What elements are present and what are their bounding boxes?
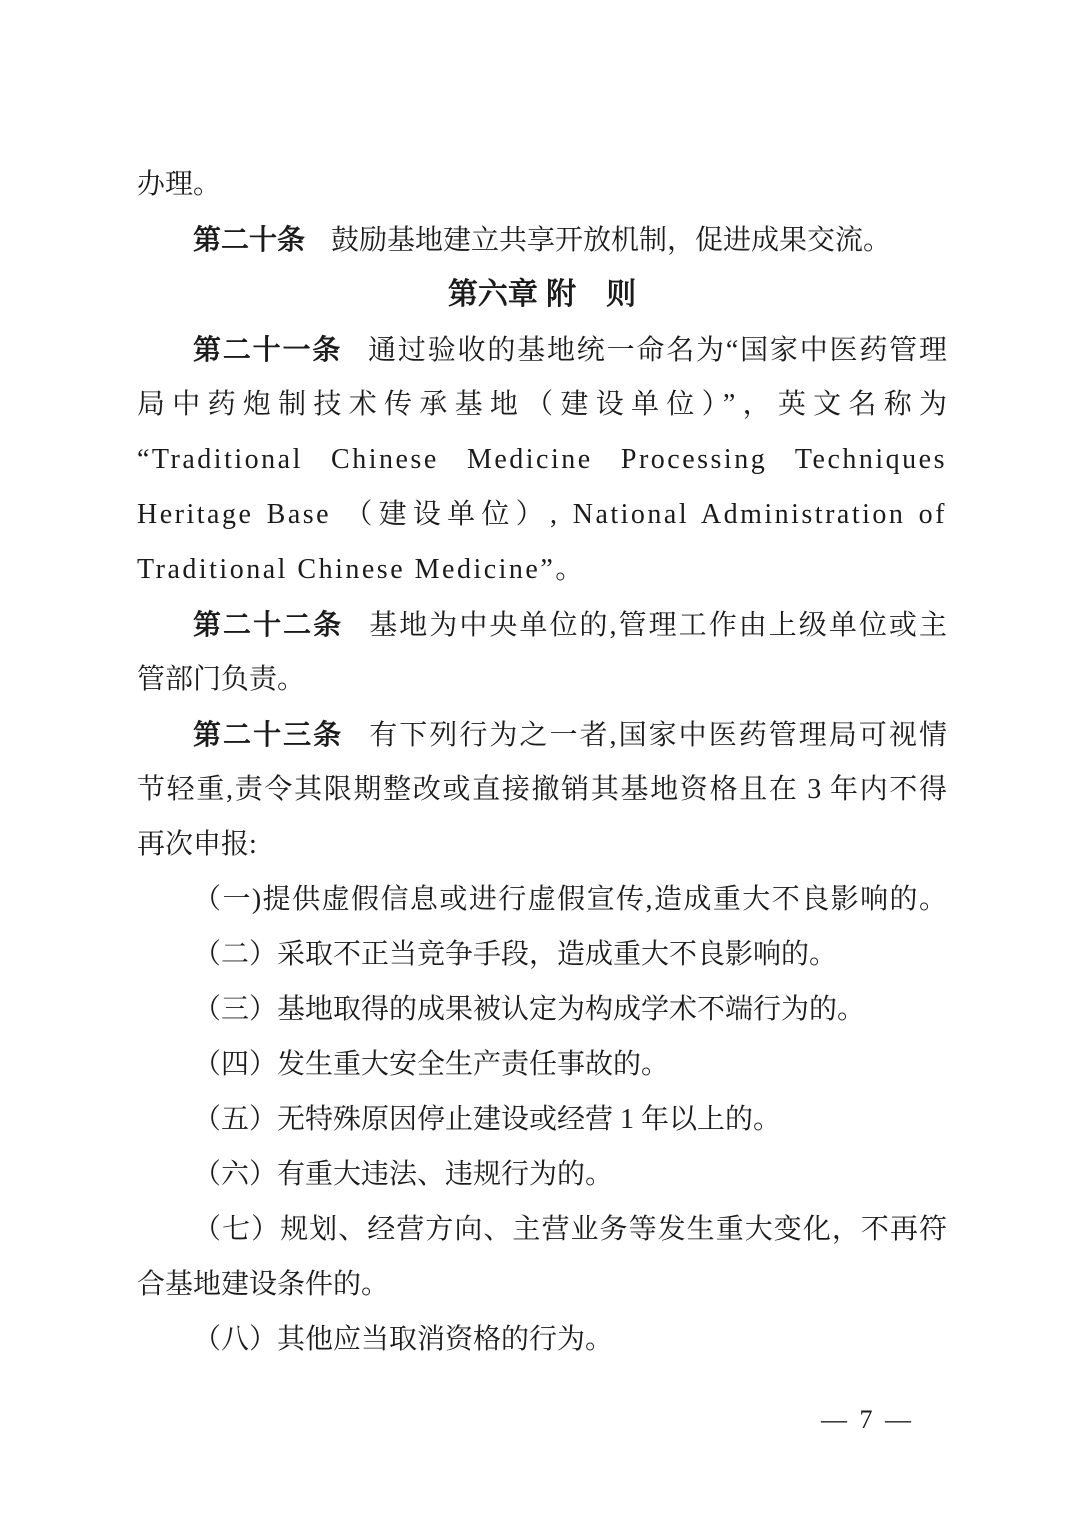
article-22-line-2: 管部门负责。 bbox=[137, 664, 306, 695]
article-21-english-line-2: Heritage Base （建设单位）, National Administration of bbox=[137, 499, 947, 530]
article-20 bbox=[137, 212, 947, 267]
chapter-6-heading: 第六章 附 则 bbox=[447, 278, 637, 311]
article-23-label: 第二十三条 bbox=[193, 719, 344, 750]
article-21-english-line-3: Traditional Chinese Medicine”。 bbox=[137, 554, 586, 585]
list-item-4: （四）发生重大安全生产责任事故的。 bbox=[193, 1049, 670, 1080]
article-21-line-1-text: 通过验收的基地统一命名为“国家中医药管理 bbox=[368, 335, 947, 366]
list-item-8: （八）其他应当取消资格的行为。 bbox=[193, 1324, 614, 1355]
article-20-text: 鼓励基地建立共享开放机制，促进成果交流。 bbox=[331, 225, 892, 256]
article-21-english-line-1: “Traditional Chinese Medicine Processing Techniques bbox=[137, 444, 947, 475]
article-22-line-1 bbox=[137, 597, 947, 652]
article-23-line-2: 节轻重,责令其限期整改或直接撤销其基地资格且在 3 年内不得 bbox=[137, 774, 947, 805]
document-body bbox=[137, 157, 947, 1367]
article-23-line-3: 再次申报: bbox=[137, 829, 257, 860]
list-item-7-line-2: 合基地建设条件的。 bbox=[137, 1269, 390, 1300]
article-21-label: 第二十一条 bbox=[193, 334, 343, 365]
list-item-2: （二）采取不正当竞争手段，造成重大不良影响的。 bbox=[193, 939, 838, 970]
page-number: — 7 — bbox=[821, 1405, 914, 1434]
list-item-1: （一)提供虚假信息或进行虚假宣传,造成重大不良影响的。 bbox=[193, 884, 947, 915]
list-item-5: （五）无特殊原因停止建设或经营 1 年以上的。 bbox=[193, 1104, 782, 1135]
article-20-label: 第二十条 bbox=[193, 224, 306, 255]
list-item-7-line-1: （七）规划、经营方向、主营业务等发生重大变化，不再符 bbox=[193, 1214, 947, 1245]
article-22-label: 第二十二条 bbox=[193, 609, 344, 640]
paragraph-continuation-banli: 办理。 bbox=[137, 169, 222, 200]
article-23-line-1 bbox=[137, 707, 947, 762]
article-21-line-2: 局中药炮制技术传承基地（建设单位）”，英文名称为 bbox=[137, 389, 947, 420]
article-21-line-1 bbox=[137, 322, 947, 377]
list-item-3: （三）基地取得的成果被认定为构成学术不端行为的。 bbox=[193, 994, 866, 1025]
article-23-line-1-text: 有下列行为之一者,国家中医药管理局可视情 bbox=[369, 720, 947, 751]
list-item-6: （六）有重大违法、违规行为的。 bbox=[193, 1159, 614, 1190]
article-22-line-1-text: 基地为中央单位的,管理工作由上级单位或主 bbox=[369, 610, 947, 641]
